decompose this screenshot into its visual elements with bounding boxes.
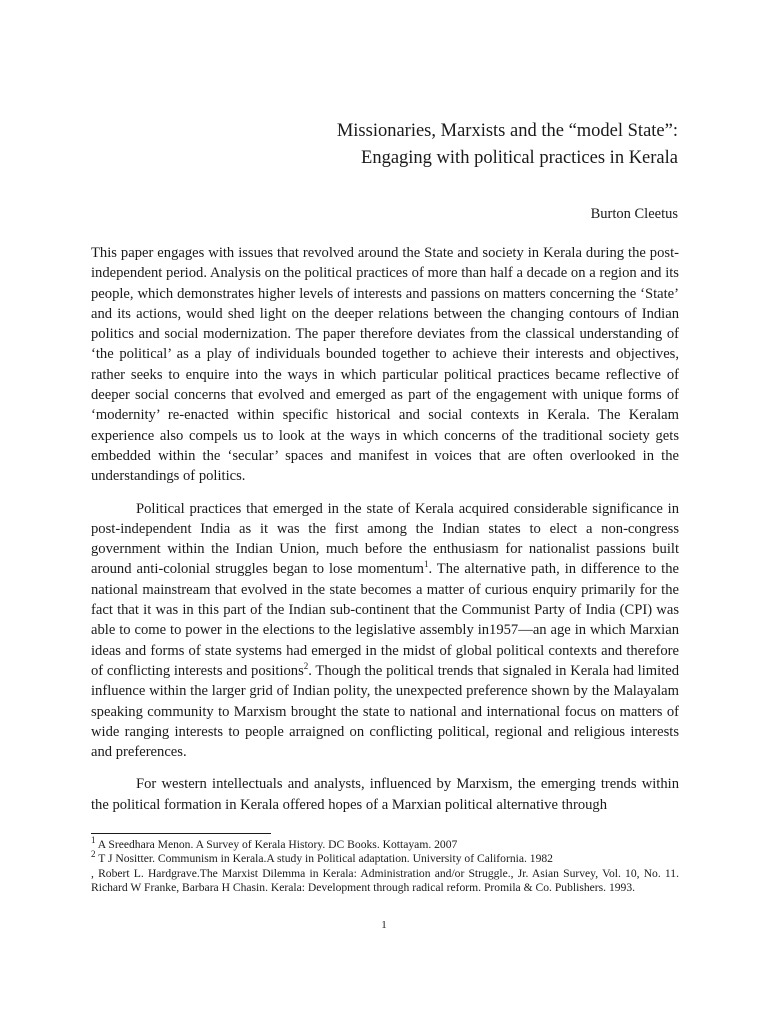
footnote-2	[91, 849, 679, 866]
paragraph-2-part-b: . The alternative path, in difference to the national mainstream that evolved in the state becomes a matter of curious enquiry primarily for the fact that it was in this part of the Indian sub-continent that the Communist Party of India (CPI) was able to come to power in the elections to the legislative assembly in1957—an age in which Marxian ideas and forms of state systems had emerged in the midst of global political contexts and therefore of conflicting interests and positions	[91, 561, 680, 679]
footnotes	[91, 835, 679, 896]
paragraph-2-part-a: Political practices that emerged in the state of Kerala acquired considerable significance in post-independent India as it was the first among the Indian states to elect a non-congress government within the Indian Union, much before the enthusiasm for nationalist passions built around anti-colonial struggles began to lose momentum	[91, 500, 679, 578]
footnote-1-number: 1	[91, 835, 96, 846]
body-text	[91, 243, 679, 827]
footnote-ref-1[interactable]: 1	[423, 559, 429, 570]
footnote-divider	[91, 833, 271, 834]
footnote-2-text: T J Nositter. Communism in Kerala.A study in Political adaptation. University of California. 1982	[95, 852, 553, 866]
footnote-2-continuation: , Robert L. Hardgrave.The Marxist Dilemma in Kerala: Administration and/or Struggle., Jr. Asian Survey, Vol. 10, No. 11. Richard W Franke, Barbara H Chasin. Kerala: Development through radical reform. Promila & Co. Publishers. 1993.	[91, 866, 679, 895]
footnote-2-number: 2	[91, 849, 96, 860]
paragraph-3: For western intellectuals and analysts, influenced by Marxism, the emerging trends within the political formation in Kerala offered hopes of a Marxian political alternative through	[91, 776, 679, 813]
paper-title	[337, 118, 678, 172]
author-name: Burton Cleetus	[590, 206, 678, 222]
footnote-1	[91, 835, 679, 852]
paragraph-2-part-c: . Though the political trends that signaled in Kerala had limited influence within the larger grid of Indian polity, the unexpected preference shown by the Malayalam speaking community to Marxism brought the state to national and international focus on matters of wide ranging interests to people arraigned on conflicting political, regional and religious interests and preferences.	[91, 662, 679, 761]
paragraph-1: This paper engages with issues that revolved around the State and society in Kerala during the post-independent period. Analysis on the political practices of more than half a decade on a region and its people, which demonstrates higher levels of interests and passions on matters concerning the ‘State’ and its actions, would shed light on the deeper relations between the changing contours of Indian politics and social modernization. The paper therefore deviates from the classical understanding of ‘the political’ as a play of individuals bounded together to achieve their interests and objectives, rather seeks to enquire into the ways in which particular political practices became reflective of deeper social concerns that evolved and emerged as part of the engagement with unique forms of ‘modernity’ re-enacted within specific historical and social contexts in Kerala. The Keralam experience also compels us to look at the ways in which concerns of the traditional society gets embedded within the ‘secular’ spaces and manifest in voices that are often overlooked in the understandings of politics.	[91, 245, 679, 485]
paragraph-2	[91, 499, 679, 763]
footnote-ref-2[interactable]: 2	[303, 661, 309, 672]
title-line-2: Engaging with political practices in Kerala	[361, 148, 678, 168]
page-number: 1	[381, 919, 387, 931]
footnote-1-text: A Sreedhara Menon. A Survey of Kerala History. DC Books. Kottayam. 2007	[95, 838, 458, 851]
title-line-1: Missionaries, Marxists and the “model State”:	[336, 121, 678, 141]
